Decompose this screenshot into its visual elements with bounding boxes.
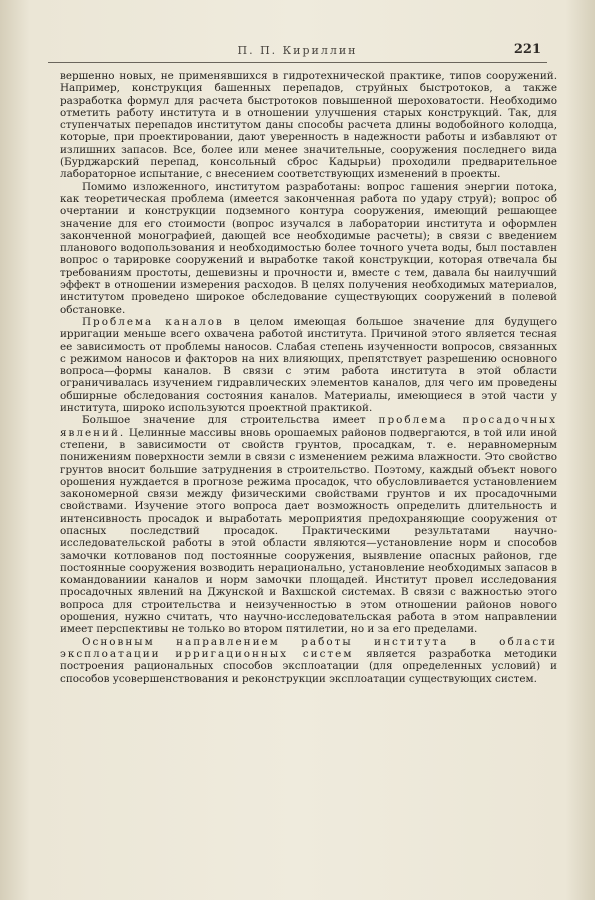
paragraph-5 (60, 636, 557, 685)
paragraph-1 (60, 70, 557, 181)
paragraph-2-text: Помимо изложенного, институтом разработаны: вопрос гашения энергии потока, как теоретическая проблема (имеется законченная работа по удару струй); вопрос об очертании и конструкции подземного контура сооружения, имеющий решающее значение для его стоимости (вопрос изучался в лаборатории института и оформлен законченной монографией, дающей все необходимые расчеты); в связи с введением планового водопользования и необходимостью более точного учета воды, был поставлен вопрос о тарировке сооружений и выработке такой конструкции, которая отвечала бы требованиям простоты, дешевизны и прочности и, вместе с тем, давала бы наилучший эффект в отношении измерения расходов. В целях получения необходимых материалов, институтом проведено широкое обследование существующих сооружений в полевой обстановке. (60, 180, 557, 316)
paragraph-2 (60, 181, 557, 316)
paragraph-3 (60, 316, 557, 414)
header-rule (48, 62, 547, 63)
body-text (60, 70, 557, 685)
paragraph-4-pre: Большое значение для строительства имеет (82, 414, 379, 427)
paragraph-3-lead: Проблема каналов (82, 315, 224, 328)
paragraph-5-lead: Основным направлением работы института в области эксплоатации ирригационных систем (60, 635, 557, 660)
paragraph-3-text: в целом имеющая большое значение для будущего ирригации меньше всего охвачена работой института. Причиной этого является тесная ее зависимость от проблемы наносов. Слабая степень изученности вопросов, связанных с режимом наносов и факторов на них влияющих, препятствует разрешению основного вопроса—формы каналов. В связи с этим работа института в этой области ограничивалась изучением гидравлических элементов каналов, для чего им проведены обширные обследования состояния каналов. Материалы, имеющиеся в этой части у института, широко используются проектной практикой. (60, 315, 557, 415)
running-head: П. П. Кириллин (237, 44, 358, 57)
page-number: 221 (513, 42, 541, 57)
page-header (48, 40, 547, 62)
paragraph-1-text: вершенно новых, не применявшихся в гидротехнической практике, типов сооружений. Например, конструкция башенных перепадов, струйных быстротоков, а также разработка формул для расчета быстротоков повышенной шероховатости. Необходимо отметить работу института и в отношении улучшения старых конструкций. Так, для ступенчатых перепадов институтом даны способы расчета длины водобойного колодца, которые, при проектировании, дают уверенность в надежности работы и избавляют от излишних запасов. Все, более или менее значительные, сооружения последнего вида (Бурджарский перепад, консольный сброс Кадырьи) проходили предварительное лабораторное испытание, с внесением соответствующих изменений в проекты. (60, 70, 557, 181)
paragraph-4-lead: проблема просадочных явлений. (60, 414, 557, 439)
paragraph-4-text: Целинные массивы вновь орошаемых районов подвергаются, в той или иной степени, в зависимости от свойств грунтов, просадкам, т. е. неравномерным понижениям поверхности земли в связи с изменением режима влажности. Это свойство грунтов вносит большие затруднения в строительство. Поэтому, каждый объект нового орошения нуждается в прогнозе режима просадок, что обусловливается установлением закономерной связи между физическими свойствами грунтов и их просадочными свойствами. Изучение этого вопроса дает возможность определить длительность и интенсивность просадок и выработать мероприятия предохраняющие сооружения от опасных последствий просадок. Практическими результатами научно-исследовательской работы в этой области являются—установление норм и способов замочки котлованов под постоянные сооружения, выявление опасных районов, где постоянные сооружения возводить нерационально, установление необходимых запасов в командованиии каналов и норм замочки площадей. Институт провел исследования просадочных явлений на Джунской и Вахшской системах. В связи с важностью этого вопроса для строительства и неизученностью в этом отношении районов нового орошения, нужно считать, что научно-исследовательская работа в этом направлении имеет перспективы не только во втором пятилетии, но и за его пределами. (60, 426, 557, 636)
paragraph-4 (60, 414, 557, 635)
paragraph-5-text: является разработка методики построения рациональных способов эксплоатации (для определенных условий) и способов усовершенствования и реконструкции эксплоатации существующих систем. (60, 647, 558, 685)
